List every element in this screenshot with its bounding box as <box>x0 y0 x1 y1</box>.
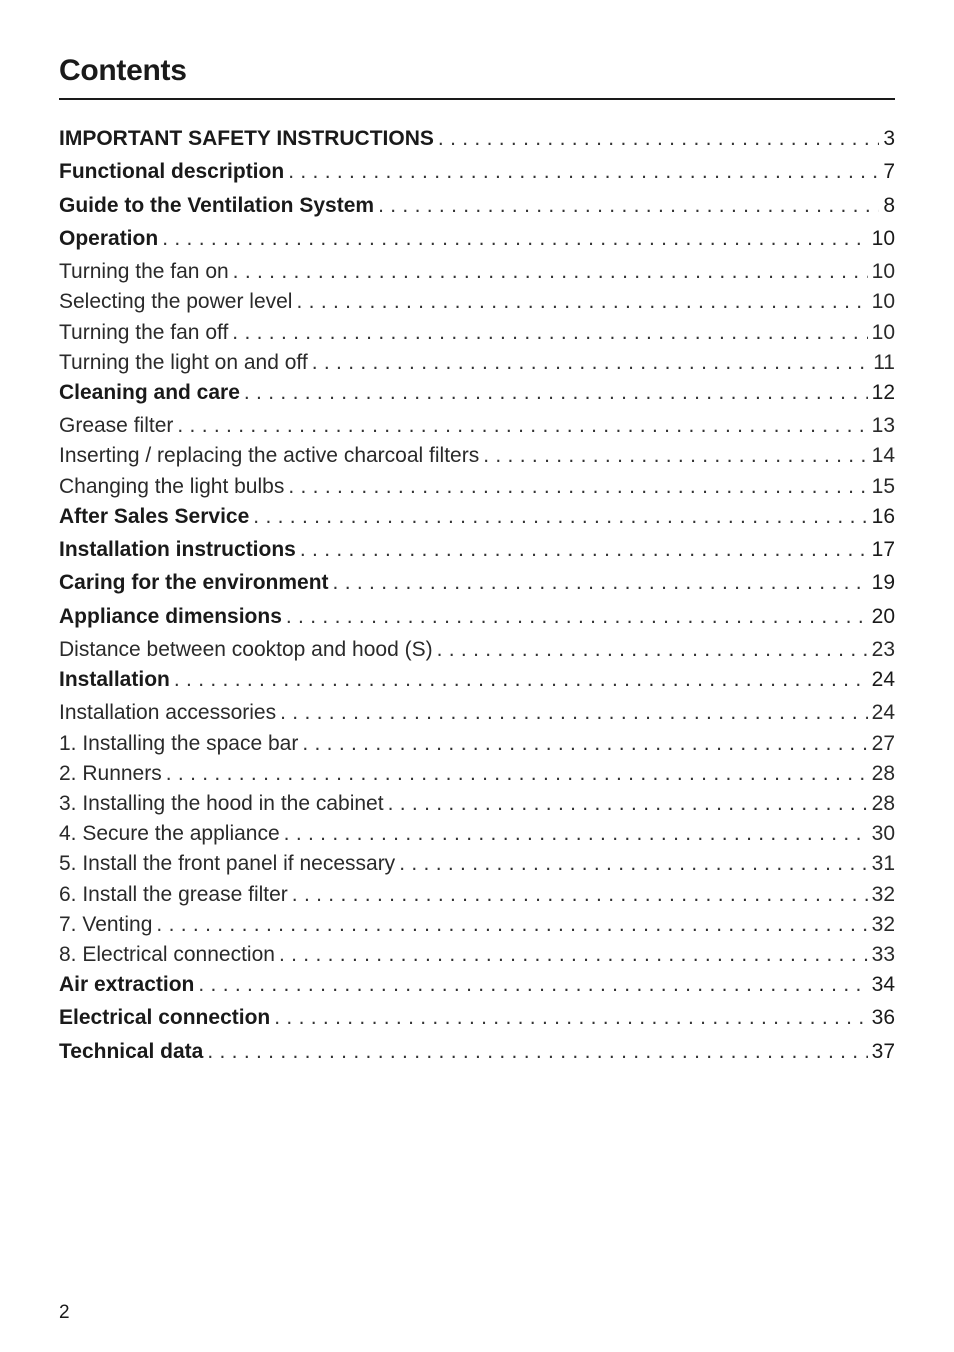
dot-leader <box>288 472 867 502</box>
dot-leader <box>483 441 867 471</box>
toc-entry-page: 28 <box>871 792 895 816</box>
toc-entry-title: 8. Electrical connection <box>59 942 275 966</box>
toc-entry-title: 7. Venting <box>59 912 153 936</box>
toc-entry[interactable] <box>59 348 895 378</box>
toc-entry-title: 2. Runners <box>59 761 162 785</box>
toc-entry[interactable] <box>59 698 895 728</box>
toc-entry[interactable] <box>59 880 895 910</box>
toc-entry[interactable] <box>59 1003 895 1036</box>
dot-leader <box>437 635 868 665</box>
toc-entry-page: 16 <box>871 504 895 528</box>
dot-leader <box>280 698 868 728</box>
toc-entry-page: 17 <box>871 538 895 562</box>
toc-entry[interactable] <box>59 789 895 819</box>
dot-leader <box>333 568 868 598</box>
toc-entry[interactable] <box>59 535 895 568</box>
toc-entry[interactable] <box>59 157 895 190</box>
toc-entry[interactable] <box>59 472 895 502</box>
toc-entry-page: 30 <box>871 822 895 846</box>
dot-leader <box>300 535 868 565</box>
dot-leader <box>288 157 879 187</box>
toc-entry-page: 7 <box>883 160 895 184</box>
dot-leader <box>156 910 867 940</box>
toc-entry-title: Turning the light on and off <box>59 350 308 374</box>
toc-entry-page: 28 <box>871 761 895 785</box>
toc-entry[interactable] <box>59 378 895 411</box>
toc-entry[interactable] <box>59 411 895 441</box>
toc-entry[interactable] <box>59 502 895 535</box>
toc-entry-title: Air extraction <box>59 973 195 997</box>
toc-entry-title: 3. Installing the hood in the cabinet <box>59 792 384 816</box>
toc-entry-page: 10 <box>871 226 895 250</box>
dot-leader <box>284 819 868 849</box>
dot-leader <box>378 191 879 221</box>
toc-entry-page: 20 <box>871 604 895 628</box>
toc-entry-title: Electrical connection <box>59 1006 271 1030</box>
toc-entry-page: 31 <box>871 852 895 876</box>
toc-entry-title: Turning the fan on <box>59 260 229 284</box>
toc-entry[interactable] <box>59 124 895 157</box>
toc-entry-page: 11 <box>873 350 895 374</box>
toc-entry-title: Changing the light bulbs <box>59 474 285 498</box>
toc-entry-page: 3 <box>883 127 895 150</box>
dot-leader <box>279 940 868 970</box>
toc-entry[interactable] <box>59 224 895 257</box>
toc-entry-title: Turning the fan off <box>59 320 229 344</box>
toc-entry-title: Selecting the power level <box>59 290 293 314</box>
toc-entry-title: Caring for the environment <box>59 571 329 595</box>
dot-leader <box>166 759 868 789</box>
toc-entry-page: 34 <box>871 973 895 997</box>
toc-entry-title: 1. Installing the space bar <box>59 731 299 755</box>
dot-leader <box>177 411 867 441</box>
toc-entry-page: 24 <box>871 668 895 692</box>
toc-entry[interactable] <box>59 729 895 759</box>
toc-entry[interactable] <box>59 665 895 698</box>
toc-entry-title: IMPORTANT SAFETY INSTRUCTIONS <box>59 127 434 150</box>
toc-entry-title: Installation instructions <box>59 538 296 562</box>
dot-leader <box>253 502 867 532</box>
toc-entry-title: Installation <box>59 668 170 692</box>
dot-leader <box>438 124 879 154</box>
toc-entry[interactable] <box>59 849 895 879</box>
toc-entry[interactable] <box>59 635 895 665</box>
table-of-contents <box>59 124 895 1070</box>
page-title: Contents <box>59 54 187 87</box>
toc-entry-title: Inserting / replacing the active charcoal filters <box>59 444 480 468</box>
toc-entry-page: 32 <box>871 912 895 936</box>
toc-entry-title: Operation <box>59 226 159 250</box>
toc-entry-title: Installation accessories <box>59 701 277 725</box>
dot-leader <box>198 970 867 1000</box>
toc-entry-title: Guide to the Ventilation System <box>59 193 375 217</box>
dot-leader <box>388 789 868 819</box>
dot-leader <box>286 602 868 632</box>
toc-entry[interactable] <box>59 257 895 287</box>
title-divider <box>59 98 895 100</box>
toc-entry-title: Distance between cooktop and hood (S) <box>59 637 433 661</box>
dot-leader <box>233 257 868 287</box>
dot-leader <box>162 224 867 254</box>
dot-leader <box>174 665 868 695</box>
dot-leader <box>296 287 867 317</box>
dot-leader <box>207 1037 867 1067</box>
toc-entry[interactable] <box>59 1037 895 1070</box>
toc-entry-page: 14 <box>871 444 895 468</box>
toc-entry-title: Technical data <box>59 1039 204 1063</box>
dot-leader <box>292 880 868 910</box>
toc-entry-page: 37 <box>871 1039 895 1063</box>
dot-leader <box>232 318 867 348</box>
toc-entry-page: 27 <box>871 731 895 755</box>
toc-entry-title: Cleaning and care <box>59 380 240 404</box>
toc-entry-page: 23 <box>871 637 895 661</box>
dot-leader <box>312 348 870 378</box>
toc-entry-page: 33 <box>871 942 895 966</box>
dot-leader <box>244 378 868 408</box>
toc-entry-title: Functional description <box>59 160 285 184</box>
toc-entry-page: 36 <box>871 1006 895 1030</box>
dot-leader <box>399 849 867 879</box>
toc-entry[interactable] <box>59 191 895 224</box>
toc-entry-title: Appliance dimensions <box>59 604 282 628</box>
toc-entry-page: 13 <box>871 414 895 438</box>
toc-entry[interactable] <box>59 568 895 601</box>
toc-entry[interactable] <box>59 970 895 1003</box>
toc-entry-title: After Sales Service <box>59 504 250 528</box>
toc-entry-page: 8 <box>883 193 895 217</box>
toc-entry-page: 24 <box>871 701 895 725</box>
toc-entry-title: 5. Install the front panel if necessary <box>59 852 396 876</box>
toc-entry[interactable] <box>59 819 895 849</box>
toc-entry-page: 15 <box>871 474 895 498</box>
toc-entry[interactable] <box>59 940 895 970</box>
page-number: 2 <box>59 1302 70 1323</box>
toc-entry[interactable] <box>59 318 895 348</box>
toc-entry-page: 10 <box>871 320 895 344</box>
toc-entry[interactable] <box>59 441 895 471</box>
toc-entry[interactable] <box>59 759 895 789</box>
toc-entry-page: 10 <box>871 290 895 314</box>
toc-entry[interactable] <box>59 910 895 940</box>
toc-entry-page: 32 <box>871 882 895 906</box>
toc-entry-title: 4. Secure the appliance <box>59 822 280 846</box>
toc-entry-page: 12 <box>871 380 895 404</box>
toc-entry-title: Grease filter <box>59 414 174 438</box>
toc-entry[interactable] <box>59 287 895 317</box>
dot-leader <box>274 1003 867 1033</box>
toc-entry-page: 19 <box>871 571 895 595</box>
toc-entry[interactable] <box>59 602 895 635</box>
dot-leader <box>302 729 867 759</box>
toc-entry-page: 10 <box>871 260 895 284</box>
toc-entry-title: 6. Install the grease filter <box>59 882 288 906</box>
